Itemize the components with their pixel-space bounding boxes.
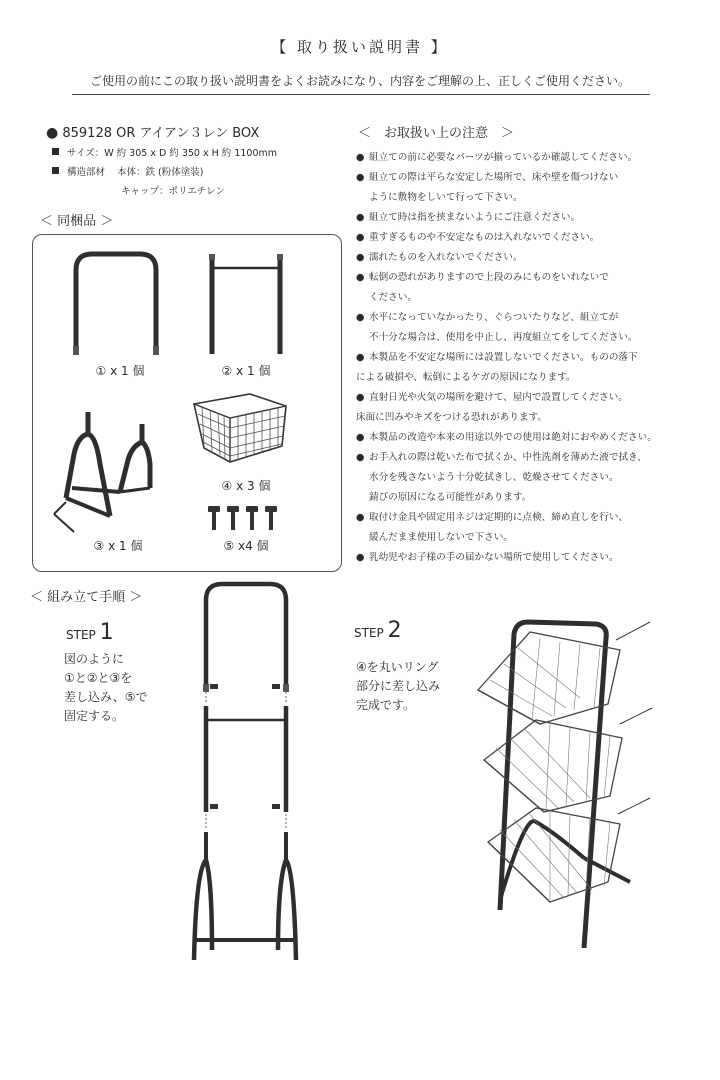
part-3-base-frame-illustration (50, 404, 160, 534)
part-1-arch-frame-illustration (68, 248, 164, 360)
caution-line: 水平になっていなかったり、ぐらついたりなど、組立てが (369, 312, 619, 323)
step-2-completed-rack-illustration (470, 612, 670, 952)
contents-heading: ＜ 同梱品 ＞ (40, 214, 114, 229)
part-2-middle-frame-illustration (202, 254, 292, 358)
caution-item (356, 388, 704, 428)
caution-bullet: ● (356, 552, 365, 563)
caution-line: 水分を残さないよう十分乾拭きし、乾燥させてください。 (369, 472, 619, 483)
cautions-heading: ＜ お取扱い上の注意 ＞ (358, 126, 515, 141)
caution-line: 錆びの原因になる可能性があります。 (369, 492, 532, 503)
caution-line: による破損や、転倒によるケガの原因になります。 (356, 372, 576, 383)
spec-square-icon (52, 148, 59, 155)
caution-bullet: ● (356, 392, 365, 403)
part-1-label: ① x 1 個 (95, 364, 145, 378)
step-1-line: ①と②と③を (64, 671, 133, 685)
caution-bullet: ● (356, 312, 365, 323)
caution-line: 重すぎるものや不安定なものは入れないでください。 (369, 232, 600, 243)
step-1-text (64, 650, 147, 726)
caution-line: 組立ての前に必要なパーツが揃っているか確認してください。 (369, 152, 638, 163)
part-5-label: ⑤ x4 個 (223, 539, 269, 553)
step-1-label-text: STEP (66, 628, 96, 642)
caution-line: ください。 (369, 292, 417, 303)
caution-line: 直射日光や火気の場所を避けて、屋内で設置してください。 (369, 392, 628, 403)
caution-item (356, 208, 704, 228)
caution-bullet: ● (356, 232, 365, 243)
document-title: 【 取り扱い説明書 】 (271, 38, 449, 56)
caution-bullet: ● (356, 152, 365, 163)
spec-material-body: 本体：鉄 (粉体塗装) (117, 167, 204, 178)
step-2-line: 完成です。 (356, 698, 416, 712)
caution-item (356, 248, 704, 268)
part-2-label: ② x 1 個 (221, 364, 271, 378)
cautions-list (356, 148, 704, 568)
step-1-exploded-assembly-illustration (186, 580, 306, 964)
step-2-text (356, 658, 440, 715)
intro-text: ご使用の前にこの取り扱い説明書をよくお読みになり、内容をご理解の上、正しくご使用ください。 (89, 74, 630, 88)
caution-line: 取付け金具や固定用ネジは定期的に点検、締め直しを行い、 (369, 512, 629, 523)
caution-line: 本製品を不安定な場所には設置しないでください。ものの落下 (369, 352, 638, 363)
caution-item (356, 168, 704, 208)
caution-line: 床面に凹みやキズをつける恐れがあります。 (356, 412, 547, 423)
product-bullet: ● (46, 125, 59, 141)
caution-bullet: ● (356, 172, 365, 183)
step-1-label (66, 620, 114, 645)
caution-item (356, 428, 704, 448)
caution-item (356, 308, 704, 348)
caution-line: 緩んだまま使用しないで下さい。 (369, 532, 513, 543)
caution-line: 不十分な場合は、使用を中止し、再度組立てをしてください。 (369, 332, 638, 343)
caution-item (356, 268, 704, 308)
caution-line: 組立ての際は平らな安定した場所で、床や壁を傷つけない (369, 172, 619, 183)
step-2-number: 2 (387, 618, 402, 643)
caution-line: 組立て時は指を挟まないようにご注意ください。 (369, 212, 581, 223)
caution-item (356, 548, 704, 568)
caution-bullet: ● (356, 272, 365, 283)
caution-line: お手入れの際は乾いた布で拭くか、中性洗剤を薄めた液で拭き、 (369, 452, 647, 463)
product-name: 859128 OR アイアン３レン BOX (62, 126, 260, 141)
step-1-number: 1 (99, 620, 114, 645)
spec-size-row (52, 145, 277, 162)
spec-size-value: W 約 305 x D 約 350 x H 約 1100mm (104, 148, 277, 159)
part-4-wire-basket-illustration (190, 390, 290, 470)
spec-size-label: サイズ： (67, 148, 105, 159)
caution-bullet: ● (356, 352, 365, 363)
caution-bullet: ● (356, 432, 365, 443)
step-2-label (354, 618, 402, 643)
spec-material-row (52, 164, 203, 181)
part-4-label: ④ x 3 個 (221, 479, 271, 493)
part-3-label: ③ x 1 個 (93, 539, 143, 553)
step-2-line: 部分に差し込み (356, 679, 441, 693)
caution-item (356, 148, 704, 168)
caution-line: 乳幼児やお子様の手の届かない場所で使用してください。 (369, 552, 619, 563)
product-name-row (46, 122, 259, 141)
step-1-line: 差し込み、⑤で (64, 690, 148, 704)
caution-item (356, 228, 704, 248)
caution-bullet: ● (356, 452, 365, 463)
step-2-label-text: STEP (354, 626, 384, 640)
part-5-screws-illustration (206, 506, 282, 532)
caution-bullet: ● (356, 212, 365, 223)
caution-item (356, 508, 704, 548)
spec-material-label: 構造部材 (67, 167, 106, 178)
caution-bullet: ● (356, 512, 365, 523)
caution-item (356, 448, 704, 508)
step-1-line: 図のように (64, 652, 125, 666)
caution-bullet: ● (356, 252, 365, 263)
caution-item (356, 348, 704, 388)
header-divider (72, 94, 650, 95)
caution-line: 濡れたものを入れないでください。 (369, 252, 523, 263)
caution-line: ように敷物をしいて行って下さい。 (369, 192, 523, 203)
step-2-line: ④を丸いリング (356, 660, 439, 674)
assembly-heading: ＜ 組み立て手順 ＞ (30, 590, 143, 605)
caution-line: 転倒の恐れがありますので上段のみにものをいれないで (369, 272, 609, 283)
spec-material-cap: キャップ：ポリエチレン (121, 186, 225, 197)
spec-square-icon (52, 167, 59, 174)
step-1-line: 固定する。 (64, 709, 125, 723)
caution-line: 本製品の改造や本来の用途以外での使用は絶対におやめください。 (369, 432, 657, 443)
